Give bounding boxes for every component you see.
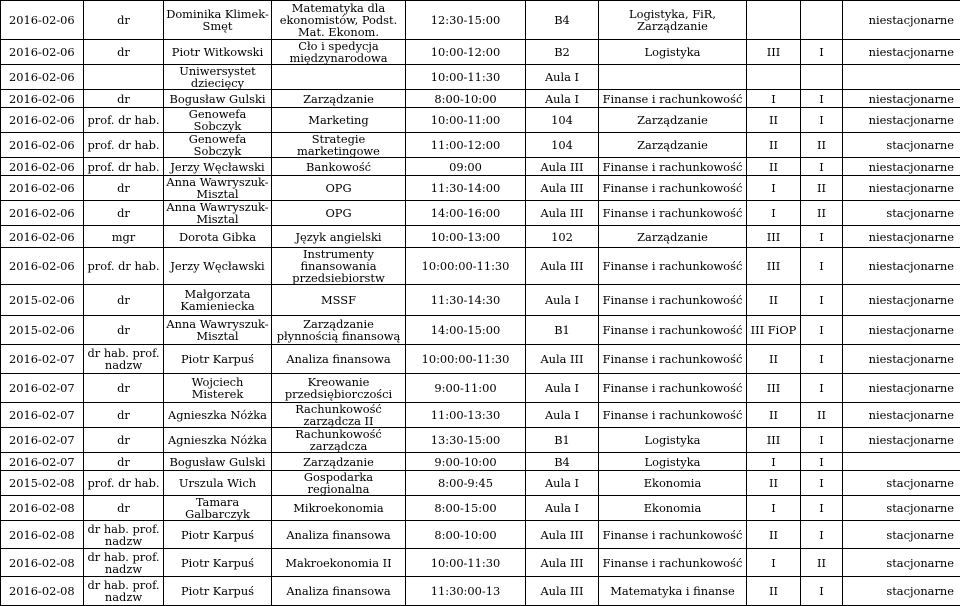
cell-room: Aula III <box>526 201 599 226</box>
cell-mode: niestacjonarne <box>843 90 960 108</box>
cell-lecturer: Agnieszka Nóżka <box>164 403 272 428</box>
cell-time: 14:00-16:00 <box>406 201 526 226</box>
cell-room: Aula I <box>526 65 599 90</box>
cell-year: II <box>747 521 801 549</box>
cell-time: 10:00-11:00 <box>406 108 526 133</box>
cell-degree: prof. dr hab. <box>84 108 164 133</box>
cell-semester: I <box>801 374 843 403</box>
cell-subject: Zarządzanie <box>272 453 406 471</box>
cell-lecturer: Bogusław Gulski <box>164 90 272 108</box>
cell-year: I <box>747 90 801 108</box>
cell-semester: I <box>801 577 843 606</box>
cell-room: Aula I <box>526 496 599 521</box>
schedule-body <box>1 1 960 606</box>
cell-mode: stacjonarne <box>843 521 960 549</box>
cell-mode: niestacjonarne <box>843 40 960 65</box>
cell-program: Finanse i rachunkowość <box>599 90 747 108</box>
cell-program: Ekonomia <box>599 471 747 496</box>
cell-year: III <box>747 428 801 453</box>
cell-subject: Strategie marketingowe <box>272 133 406 158</box>
cell-date: 2016-02-07 <box>1 428 84 453</box>
cell-mode: niestacjonarne <box>843 108 960 133</box>
cell-subject <box>272 65 406 90</box>
cell-lecturer: Tamara Galbarczyk <box>164 496 272 521</box>
cell-room: Aula III <box>526 549 599 577</box>
cell-degree: prof. dr hab. <box>84 248 164 285</box>
cell-degree: prof. dr hab. <box>84 471 164 496</box>
cell-room: Aula III <box>526 345 599 374</box>
table-row <box>1 248 960 285</box>
cell-semester: I <box>801 40 843 65</box>
cell-lecturer: Genowefa Sobczyk <box>164 108 272 133</box>
cell-date: 2016-02-06 <box>1 248 84 285</box>
cell-degree: dr <box>84 453 164 471</box>
table-row <box>1 374 960 403</box>
table-row <box>1 453 960 471</box>
cell-subject: Analiza finansowa <box>272 521 406 549</box>
cell-semester: I <box>801 285 843 316</box>
cell-mode: stacjonarne <box>843 471 960 496</box>
cell-lecturer: Bogusław Gulski <box>164 453 272 471</box>
cell-room: B1 <box>526 428 599 453</box>
cell-date: 2016-02-06 <box>1 90 84 108</box>
cell-subject: Instrumenty finansowania przedsiebiorstw <box>272 248 406 285</box>
cell-degree: dr <box>84 316 164 345</box>
cell-year: II <box>747 158 801 176</box>
table-row <box>1 285 960 316</box>
cell-date: 2015-02-06 <box>1 285 84 316</box>
cell-time: 8:00-10:00 <box>406 521 526 549</box>
cell-year <box>747 65 801 90</box>
cell-room: Aula III <box>526 158 599 176</box>
table-row <box>1 133 960 158</box>
cell-program: Finanse i rachunkowość <box>599 285 747 316</box>
cell-time: 14:00-15:00 <box>406 316 526 345</box>
cell-date: 2015-02-06 <box>1 316 84 345</box>
table-row <box>1 496 960 521</box>
table-row <box>1 577 960 606</box>
cell-subject: OPG <box>272 201 406 226</box>
cell-lecturer: Piotr Karpuś <box>164 577 272 606</box>
cell-year: II <box>747 133 801 158</box>
cell-semester: II <box>801 549 843 577</box>
cell-semester: I <box>801 471 843 496</box>
cell-date: 2016-02-08 <box>1 521 84 549</box>
cell-semester: II <box>801 201 843 226</box>
cell-year: I <box>747 176 801 201</box>
cell-program <box>599 65 747 90</box>
cell-time: 10:00-13:00 <box>406 226 526 248</box>
cell-date: 2016-02-06 <box>1 65 84 90</box>
cell-lecturer: Dominika Klimek-Smęt <box>164 1 272 40</box>
cell-program: Finanse i rachunkowość <box>599 403 747 428</box>
cell-semester <box>801 1 843 40</box>
cell-date: 2016-02-06 <box>1 108 84 133</box>
cell-year: III <box>747 226 801 248</box>
cell-subject: Mikroekonomia <box>272 496 406 521</box>
cell-room: 102 <box>526 226 599 248</box>
cell-lecturer: Genowefa Sobczyk <box>164 133 272 158</box>
table-row <box>1 403 960 428</box>
table-row <box>1 65 960 90</box>
cell-mode: stacjonarne <box>843 133 960 158</box>
cell-semester: I <box>801 428 843 453</box>
cell-room: Aula I <box>526 471 599 496</box>
cell-time: 09:00 <box>406 158 526 176</box>
cell-year: II <box>747 345 801 374</box>
cell-room: Aula III <box>526 521 599 549</box>
cell-room: Aula I <box>526 403 599 428</box>
cell-lecturer: Anna Wawryszuk-Misztal <box>164 201 272 226</box>
cell-mode: niestacjonarne <box>843 285 960 316</box>
cell-program: Finanse i rachunkowość <box>599 176 747 201</box>
cell-mode: niestacjonarne <box>843 176 960 201</box>
cell-subject: Analiza finansowa <box>272 345 406 374</box>
cell-degree <box>84 65 164 90</box>
cell-subject: OPG <box>272 176 406 201</box>
cell-time: 8:00-9:45 <box>406 471 526 496</box>
table-row <box>1 108 960 133</box>
table-row <box>1 521 960 549</box>
cell-room: Aula III <box>526 248 599 285</box>
cell-year: II <box>747 108 801 133</box>
cell-lecturer: Uniwersystet dziecięcy <box>164 65 272 90</box>
cell-degree: dr hab. prof. nadzw <box>84 577 164 606</box>
cell-subject: Bankowość <box>272 158 406 176</box>
cell-semester <box>801 65 843 90</box>
cell-room: B4 <box>526 453 599 471</box>
cell-year: I <box>747 453 801 471</box>
cell-mode: niestacjonarne <box>843 158 960 176</box>
cell-program: Finanse i rachunkowość <box>599 521 747 549</box>
cell-mode: niestacjonarne <box>843 345 960 374</box>
table-row <box>1 428 960 453</box>
cell-subject: Rachunkowość zarządcza II <box>272 403 406 428</box>
cell-year <box>747 1 801 40</box>
cell-semester: I <box>801 521 843 549</box>
cell-program: Ekonomia <box>599 496 747 521</box>
cell-date: 2016-02-06 <box>1 201 84 226</box>
cell-time: 11:00-12:00 <box>406 133 526 158</box>
cell-lecturer: Anna Wawryszuk-Misztal <box>164 316 272 345</box>
cell-mode: niestacjonarne <box>843 374 960 403</box>
cell-program: Finanse i rachunkowość <box>599 549 747 577</box>
cell-degree: dr hab. prof. nadzw <box>84 521 164 549</box>
cell-lecturer: Jerzy Węcławski <box>164 158 272 176</box>
cell-semester: I <box>801 226 843 248</box>
table-row <box>1 40 960 65</box>
cell-date: 2016-02-07 <box>1 403 84 428</box>
cell-time: 10:00-12:00 <box>406 40 526 65</box>
cell-semester: I <box>801 90 843 108</box>
cell-subject: Makroekonomia II <box>272 549 406 577</box>
cell-program: Finanse i rachunkowość <box>599 316 747 345</box>
cell-program: Logistyka, FiR, Zarządzanie <box>599 1 747 40</box>
cell-program: Logistyka <box>599 40 747 65</box>
cell-semester: II <box>801 403 843 428</box>
cell-date: 2016-02-08 <box>1 577 84 606</box>
cell-subject: Rachunkowość zarządcza <box>272 428 406 453</box>
cell-year: I <box>747 201 801 226</box>
cell-semester: II <box>801 133 843 158</box>
table-row <box>1 158 960 176</box>
cell-semester: I <box>801 496 843 521</box>
cell-date: 2016-02-06 <box>1 1 84 40</box>
cell-time: 9:00-11:00 <box>406 374 526 403</box>
cell-mode: niestacjonarne <box>843 226 960 248</box>
cell-degree: dr <box>84 201 164 226</box>
cell-program: Zarządzanie <box>599 226 747 248</box>
cell-mode: niestacjonarne <box>843 403 960 428</box>
cell-degree: dr <box>84 428 164 453</box>
cell-mode <box>843 453 960 471</box>
cell-semester: II <box>801 176 843 201</box>
cell-time: 9:00-10:00 <box>406 453 526 471</box>
table-row <box>1 316 960 345</box>
cell-lecturer: Wojciech Misterek <box>164 374 272 403</box>
cell-year: II <box>747 471 801 496</box>
cell-lecturer: Agnieszka Nóżka <box>164 428 272 453</box>
cell-lecturer: Anna Wawryszuk-Misztal <box>164 176 272 201</box>
cell-degree: dr <box>84 40 164 65</box>
cell-degree: dr <box>84 496 164 521</box>
cell-subject: Analiza finansowa <box>272 577 406 606</box>
cell-program: Logistyka <box>599 428 747 453</box>
cell-degree: dr hab. prof. nadzw <box>84 549 164 577</box>
cell-time: 12:30-15:00 <box>406 1 526 40</box>
cell-time: 10:00-11:30 <box>406 65 526 90</box>
table-row <box>1 90 960 108</box>
cell-lecturer: Piotr Witkowski <box>164 40 272 65</box>
cell-room: Aula I <box>526 285 599 316</box>
cell-semester: I <box>801 316 843 345</box>
table-row <box>1 201 960 226</box>
cell-subject: Cło i spedycja międzynarodowa <box>272 40 406 65</box>
cell-date: 2016-02-07 <box>1 453 84 471</box>
cell-program: Zarządzanie <box>599 133 747 158</box>
cell-year: II <box>747 577 801 606</box>
cell-subject: Kreowanie przedsiębiorczości <box>272 374 406 403</box>
cell-year: I <box>747 549 801 577</box>
cell-subject: Gospodarka regionalna <box>272 471 406 496</box>
cell-date: 2016-02-06 <box>1 226 84 248</box>
cell-mode: stacjonarne <box>843 201 960 226</box>
cell-year: III FiOP <box>747 316 801 345</box>
cell-degree: prof. dr hab. <box>84 133 164 158</box>
cell-room: Aula III <box>526 577 599 606</box>
cell-program: Finanse i rachunkowość <box>599 345 747 374</box>
cell-time: 11:30-14:30 <box>406 285 526 316</box>
cell-program: Zarządzanie <box>599 108 747 133</box>
table-row <box>1 345 960 374</box>
cell-lecturer: Urszula Wich <box>164 471 272 496</box>
cell-time: 13:30-15:00 <box>406 428 526 453</box>
cell-date: 2016-02-08 <box>1 549 84 577</box>
table-row <box>1 471 960 496</box>
cell-time: 11:30:00-13 <box>406 577 526 606</box>
cell-year: III <box>747 374 801 403</box>
cell-program: Finanse i rachunkowość <box>599 248 747 285</box>
cell-room: 104 <box>526 108 599 133</box>
cell-lecturer: Małgorzata Kamieniecka <box>164 285 272 316</box>
cell-degree: dr hab. prof. nadzw <box>84 345 164 374</box>
cell-mode: niestacjonarne <box>843 1 960 40</box>
cell-time: 10:00:00-11:30 <box>406 248 526 285</box>
cell-mode <box>843 65 960 90</box>
cell-degree: dr <box>84 374 164 403</box>
cell-date: 2016-02-06 <box>1 40 84 65</box>
table-row <box>1 1 960 40</box>
table-row <box>1 549 960 577</box>
cell-subject: MSSF <box>272 285 406 316</box>
cell-degree: dr <box>84 1 164 40</box>
cell-semester: I <box>801 108 843 133</box>
cell-degree: dr <box>84 176 164 201</box>
cell-program: Finanse i rachunkowość <box>599 201 747 226</box>
cell-date: 2016-02-06 <box>1 176 84 201</box>
cell-degree: dr <box>84 90 164 108</box>
cell-time: 8:00-10:00 <box>406 90 526 108</box>
cell-time: 10:00-11:30 <box>406 549 526 577</box>
cell-year: III <box>747 40 801 65</box>
cell-room: B1 <box>526 316 599 345</box>
cell-degree: prof. dr hab. <box>84 158 164 176</box>
cell-year: II <box>747 285 801 316</box>
cell-mode: stacjonarne <box>843 549 960 577</box>
cell-subject: Zarządzanie płynnością finansową <box>272 316 406 345</box>
cell-room: Aula I <box>526 374 599 403</box>
cell-mode: stacjonarne <box>843 496 960 521</box>
cell-subject: Zarządzanie <box>272 90 406 108</box>
cell-year: III <box>747 248 801 285</box>
cell-semester: I <box>801 248 843 285</box>
cell-program: Finanse i rachunkowość <box>599 158 747 176</box>
cell-time: 8:00-15:00 <box>406 496 526 521</box>
cell-time: 10:00:00-11:30 <box>406 345 526 374</box>
cell-subject: Marketing <box>272 108 406 133</box>
cell-room: 104 <box>526 133 599 158</box>
cell-semester: I <box>801 158 843 176</box>
cell-lecturer: Piotr Karpuś <box>164 345 272 374</box>
cell-program: Logistyka <box>599 453 747 471</box>
cell-mode: niestacjonarne <box>843 428 960 453</box>
table-row <box>1 226 960 248</box>
cell-date: 2015-02-08 <box>1 471 84 496</box>
cell-degree: dr <box>84 403 164 428</box>
cell-lecturer: Jerzy Węcławski <box>164 248 272 285</box>
cell-room: Aula III <box>526 176 599 201</box>
cell-lecturer: Dorota Gibka <box>164 226 272 248</box>
cell-date: 2016-02-08 <box>1 496 84 521</box>
cell-program: Finanse i rachunkowość <box>599 374 747 403</box>
cell-subject: Język angielski <box>272 226 406 248</box>
cell-semester: I <box>801 345 843 374</box>
cell-room: B2 <box>526 40 599 65</box>
cell-semester: I <box>801 453 843 471</box>
cell-date: 2016-02-07 <box>1 374 84 403</box>
cell-degree: mgr <box>84 226 164 248</box>
cell-date: 2016-02-06 <box>1 133 84 158</box>
cell-date: 2016-02-07 <box>1 345 84 374</box>
cell-mode: niestacjonarne <box>843 316 960 345</box>
cell-room: Aula I <box>526 90 599 108</box>
cell-date: 2016-02-06 <box>1 158 84 176</box>
cell-time: 11:00-13:30 <box>406 403 526 428</box>
cell-year: I <box>747 496 801 521</box>
cell-year: II <box>747 403 801 428</box>
cell-time: 11:30-14:00 <box>406 176 526 201</box>
cell-subject: Matematyka dla ekonomistów, Podst. Mat. Ekonom. <box>272 1 406 40</box>
cell-mode: niestacjonarne <box>843 248 960 285</box>
cell-room: B4 <box>526 1 599 40</box>
cell-degree: dr <box>84 285 164 316</box>
cell-mode: stacjonarne <box>843 577 960 606</box>
cell-lecturer: Piotr Karpuś <box>164 521 272 549</box>
cell-lecturer: Piotr Karpuś <box>164 549 272 577</box>
cell-program: Matematyka i finanse <box>599 577 747 606</box>
table-row <box>1 176 960 201</box>
